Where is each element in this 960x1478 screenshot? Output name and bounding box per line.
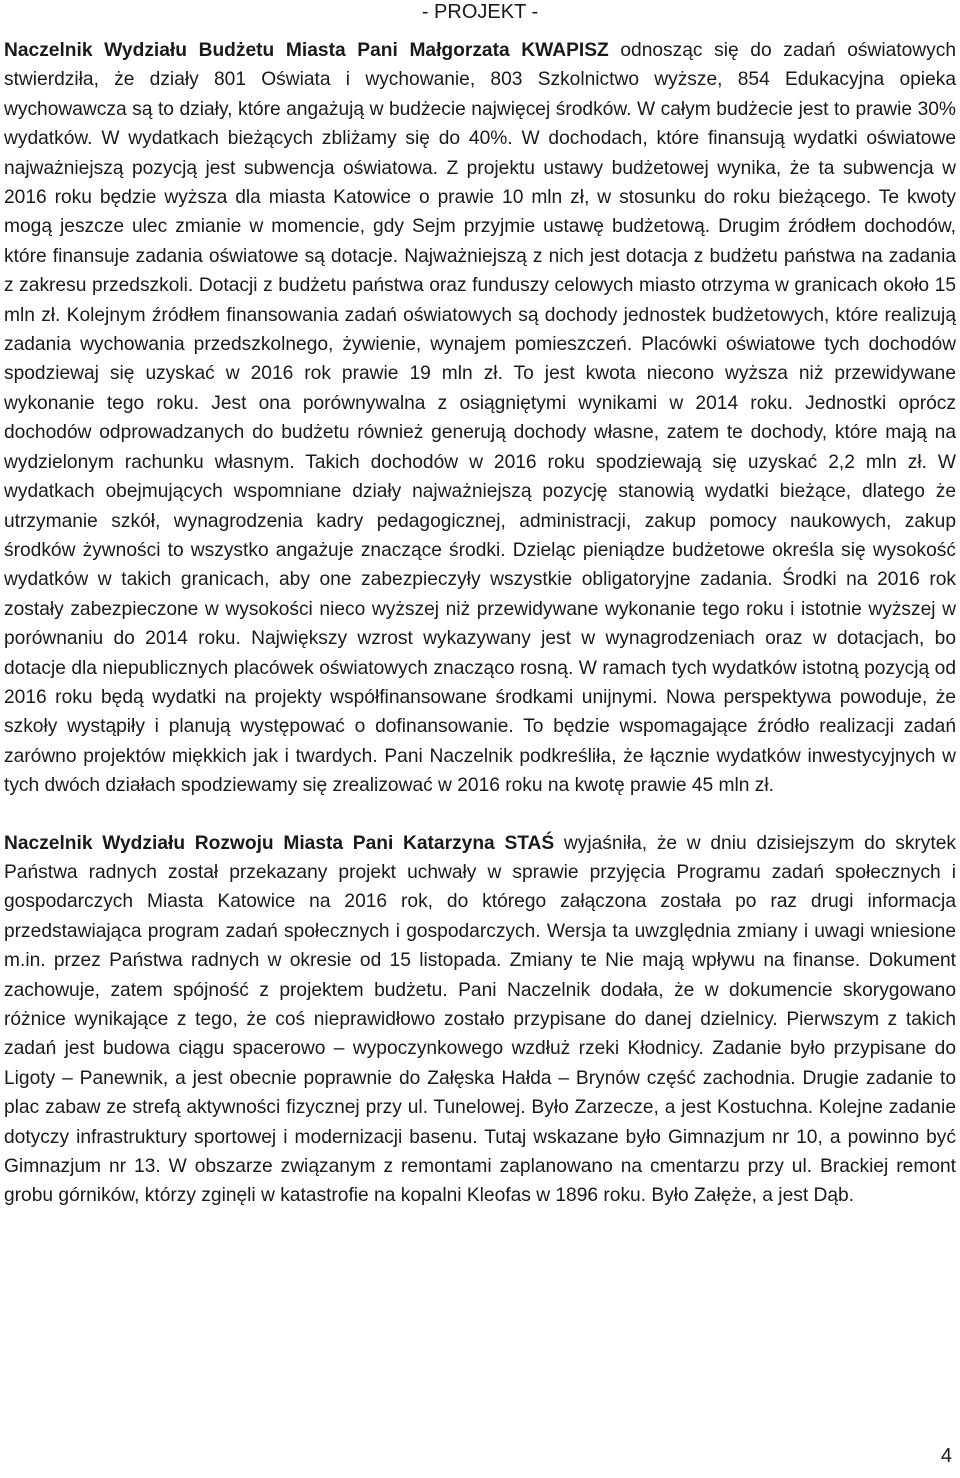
speaker-name: Naczelnik Wydziału Rozwoju Miasta Pani Katarzyna STAŚ xyxy=(4,832,555,854)
header-label: - PROJEKT - xyxy=(421,1,539,23)
paragraph-budget xyxy=(4,36,956,801)
page-number: 4 xyxy=(940,1445,952,1467)
paragraph-text: odnosząc się do zadań oświatowych stwierdziła, że działy 801 Oświata i wychowanie, 803 Szkolnictwo wyższe, 854 Edukacyjna opieka wychowawcza są to działy, które angażują w budżecie najwięcej środków. W całym budżecie jest to prawie 30% wydatków. W wydatkach bieżących zbliżamy się do 40%. W dochodach, które finansują wydatki oświatowe najważniejszą pozycją jest subwencja oświatowa. Z projektu ustawy budżetowej wynika, że ta subwencja w 2016 roku będzie wyższa dla miasta Katowice o prawie 10 mln zł, w stosunku do roku bieżącego. Te kwoty mogą jeszcze ulec zmianie w momencie, gdy Sejm przyjmie ustawę budżetową. Drugim źródłem dochodów, które finansuje zadania oświatowe są dotacje. Najważniejszą z nich jest dotacja z budżetu państwa na zadania z zakresu przedszkoli. Dotacji z budżetu państwa oraz funduszy celowych miasto otrzyma w granicach około 15 mln zł. Kolejnym źródłem finansowania zadań oświatowych są dochody jednostek budżetowych, które realizują zadania wychowania przedszkolnego, żywienie, wynajem pomieszczeń. Placówki oświatowe tych dochodów spodziewaj się uzyskać w 2016 rok prawie 19 mln zł. To jest kwota niecono wyższa niż przewidywane wykonanie tego roku. Jest ona porównywalna z osiągniętymi wynikami w 2014 roku. Jednostki oprócz dochodów odprowadzanych do budżetu również generują dochody własne, zatem te dochody, które mają na wydzielonym rachunku własnym. Takich dochodów w 2016 roku spodziewają się uzyskać 2,2 mln zł. W wydatkach obejmujących wspomniane działy najważniejszą pozycję stanowią wydatki bieżące, dlatego że utrzymanie szkół, wynagrodzenia kadry pedagogicznej, administracji, zakup pomocy naukowych, zakup środków żywności to wszystko angażuje znaczące środki. Dzieląc pieniądze budżetowe określa się wysokość wydatków w takich granicach, aby one zabezpieczyły wszystkie obligatoryjne zadania. Środki na 2016 rok zostały zabezpieczone w wysokości nieco wyższej niż przewidywane wykonanie tego roku i istotnie wyższej w porównaniu do 2014 roku. Największy wzrost wykazywany jest w wynagrodzeniach oraz w dotacjach, bo dotacje dla niepublicznych placówek oświatowych znacząco rosną. W ramach tych wydatków istotną pozycją od 2016 roku będą wydatki na projekty współfinansowane środkami unijnymi. Nowa perspektywa powoduje, że szkoły wystąpiły i planują występować o dofinansowanie. To będzie wspomagające źródło realizacji zadań zarówno projektów miękkich jak i twardych. Pani Naczelnik podkreśliła, że łącznie wydatków inwestycyjnych w tych dwóch działach spodziewamy się zrealizować w 2016 roku na kwotę prawie 45 mln zł. xyxy=(4,40,956,797)
document-body xyxy=(4,36,956,1211)
speaker-name: Naczelnik Wydziału Budżetu Miasta Pani Małgorzata KWAPISZ xyxy=(4,40,609,61)
paragraph-development xyxy=(4,829,956,1211)
paragraph-text: wyjaśniła, że w dniu dzisiejszym do skrytek Państwa radnych został przekazany projekt uchwały w sprawie przyjęcia Programu zadań społecznych i gospodarczych Miasta Katowice na 2016 rok, do którego załączona została po raz drugi informacja przedstawiająca program zadań społecznych i gospodarczych. Wersja ta uwzględnia zmiany i uwagi wniesione m.in. przez Państwa radnych w okresie od 15 listopada. Zmiany te Nie mają wpływu na finanse. Dokument zachowuje, zatem spójność z projektem budżetu. Pani Naczelnik dodała, że w dokumencie skorygowano różnice wynikające z tego, że coś nieprawidłowo zostało przypisane do danej dzielnicy. Pierwszym z takich zadań jest budowa ciągu spacerowo – wypoczynkowego wzdłuż rzeki Kłodnicy. Zadanie było przypisane do Ligoty – Panewnik, a jest obecnie poprawnie do Załęska Hałda – Brynów część zachodnia. Drugie zadanie to plac zabaw ze strefą aktywności fizycznej przy ul. Tunelowej. Było Zarzecze, a jest Kostuchna. Kolejne zadanie dotyczy infrastruktury sportowej i modernizacji basenu. Tutaj wskazane było Gimnazjum nr 10, a powinno być Gimnazjum nr 13. W obszarze związanym z remontami zaplanowano na cmentarzu przy ul. Brackiej remont grobu górników, którzy zginęli w katastrofie na kopalni Kleofas w 1896 roku. Było Załęże, a jest Dąb. xyxy=(4,832,956,1207)
document-header xyxy=(0,0,960,24)
